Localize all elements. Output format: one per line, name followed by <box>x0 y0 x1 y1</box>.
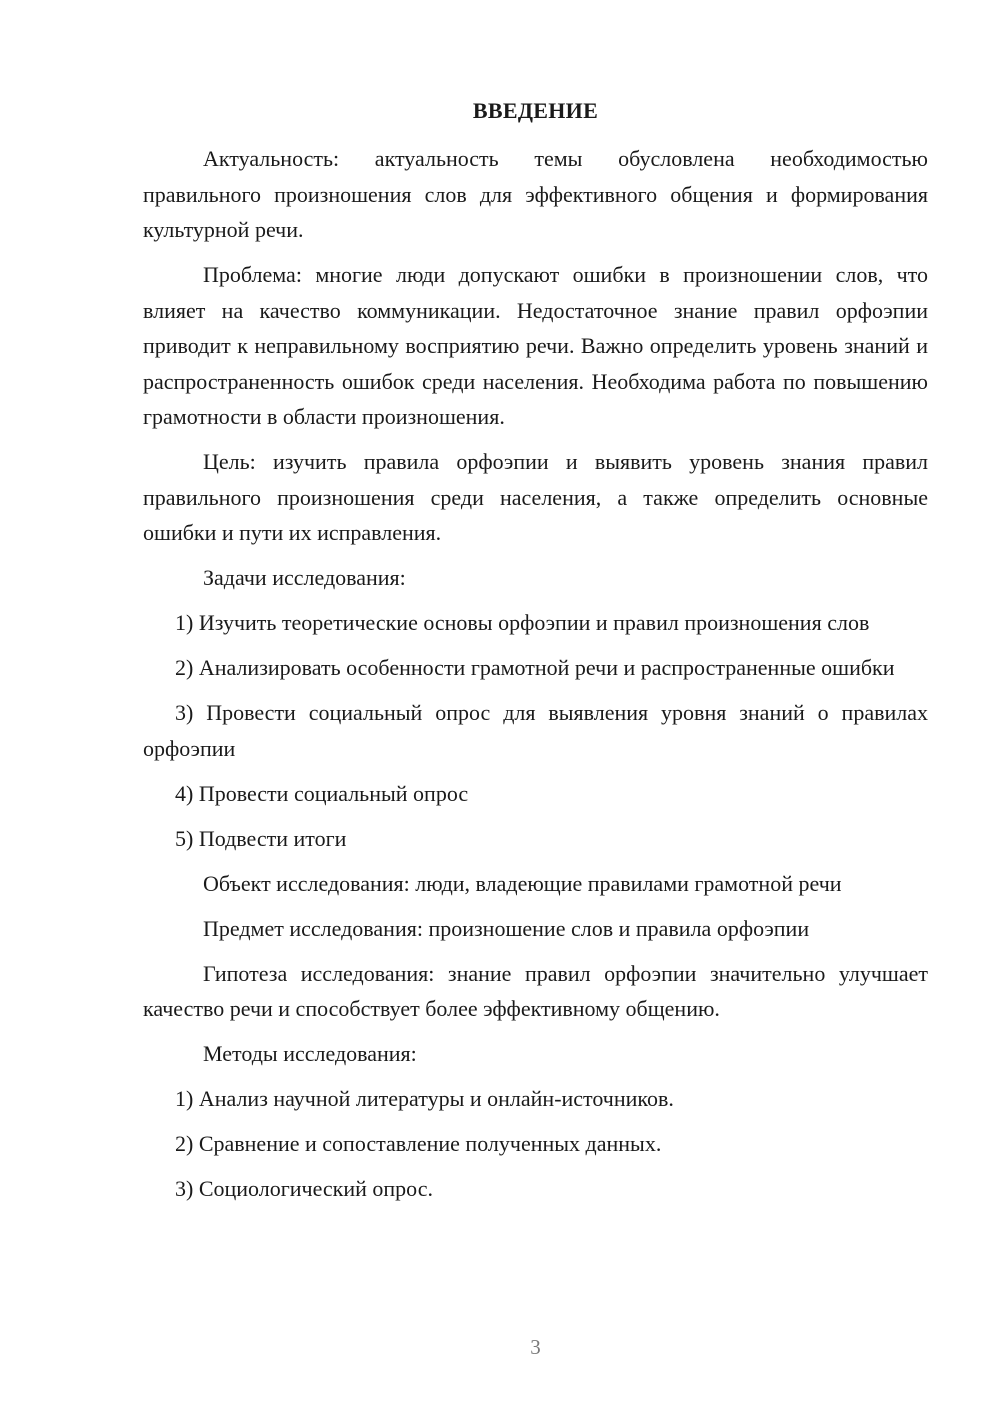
document-body <box>143 141 928 1216</box>
research-object: Объект исследования: люди, владеющие правилами грамотной речи <box>203 870 842 896</box>
method-item-3: 3) Социологический опрос. <box>175 1176 433 1201</box>
section-title: ВВЕДЕНИЕ <box>472 98 599 123</box>
task-item-1: 1) Изучить теоретические основы орфоэпии и правил произношения слов <box>175 610 870 635</box>
paragraph-problem: Проблема: многие люди допускают ошибки в произношении слов, что влияет на качество коммуникации. Недостаточное знание правил орфоэпии приводит к неправильному восприятию речи. Важно определить уровень знаний и распространенность ошибок среди населения. Необходима работа по повышению грамотности в области произношения. <box>143 262 928 429</box>
paragraph-goal: Цель: изучить правила орфоэпии и выявить уровень знания правил правильного произношения среди населения, а также определить основные ошибки и пути их исправления. <box>143 449 928 545</box>
method-item-2: 2) Сравнение и сопоставление полученных данных. <box>175 1131 662 1156</box>
page-number: 3 <box>530 1335 541 1359</box>
document-page <box>143 0 928 1414</box>
task-item-3: 3) Провести социальный опрос для выявления уровня знаний о правилах орфоэпии <box>143 700 928 761</box>
tasks-heading: Задачи исследования: <box>203 565 406 590</box>
research-subject: Предмет исследования: произношение слов и правила орфоэпии <box>203 915 810 941</box>
task-item-2: 2) Анализировать особенности грамотной речи и распространенные ошибки <box>175 655 895 680</box>
paragraph-relevance: Актуальность: актуальность темы обусловлена необходимостью правильного произношения слов для эффективного общения и формирования культурной речи. <box>143 146 928 242</box>
method-item-1: 1) Анализ научной литературы и онлайн-источников. <box>175 1086 674 1111</box>
task-item-5: 5) Подвести итоги <box>175 825 347 851</box>
task-item-4: 4) Провести социальный опрос <box>175 780 469 806</box>
research-hypothesis: Гипотеза исследования: знание правил орфоэпии значительно улучшает качество речи и способствует более эффективному общению. <box>143 960 928 1021</box>
methods-heading: Методы исследования: <box>203 1041 417 1066</box>
